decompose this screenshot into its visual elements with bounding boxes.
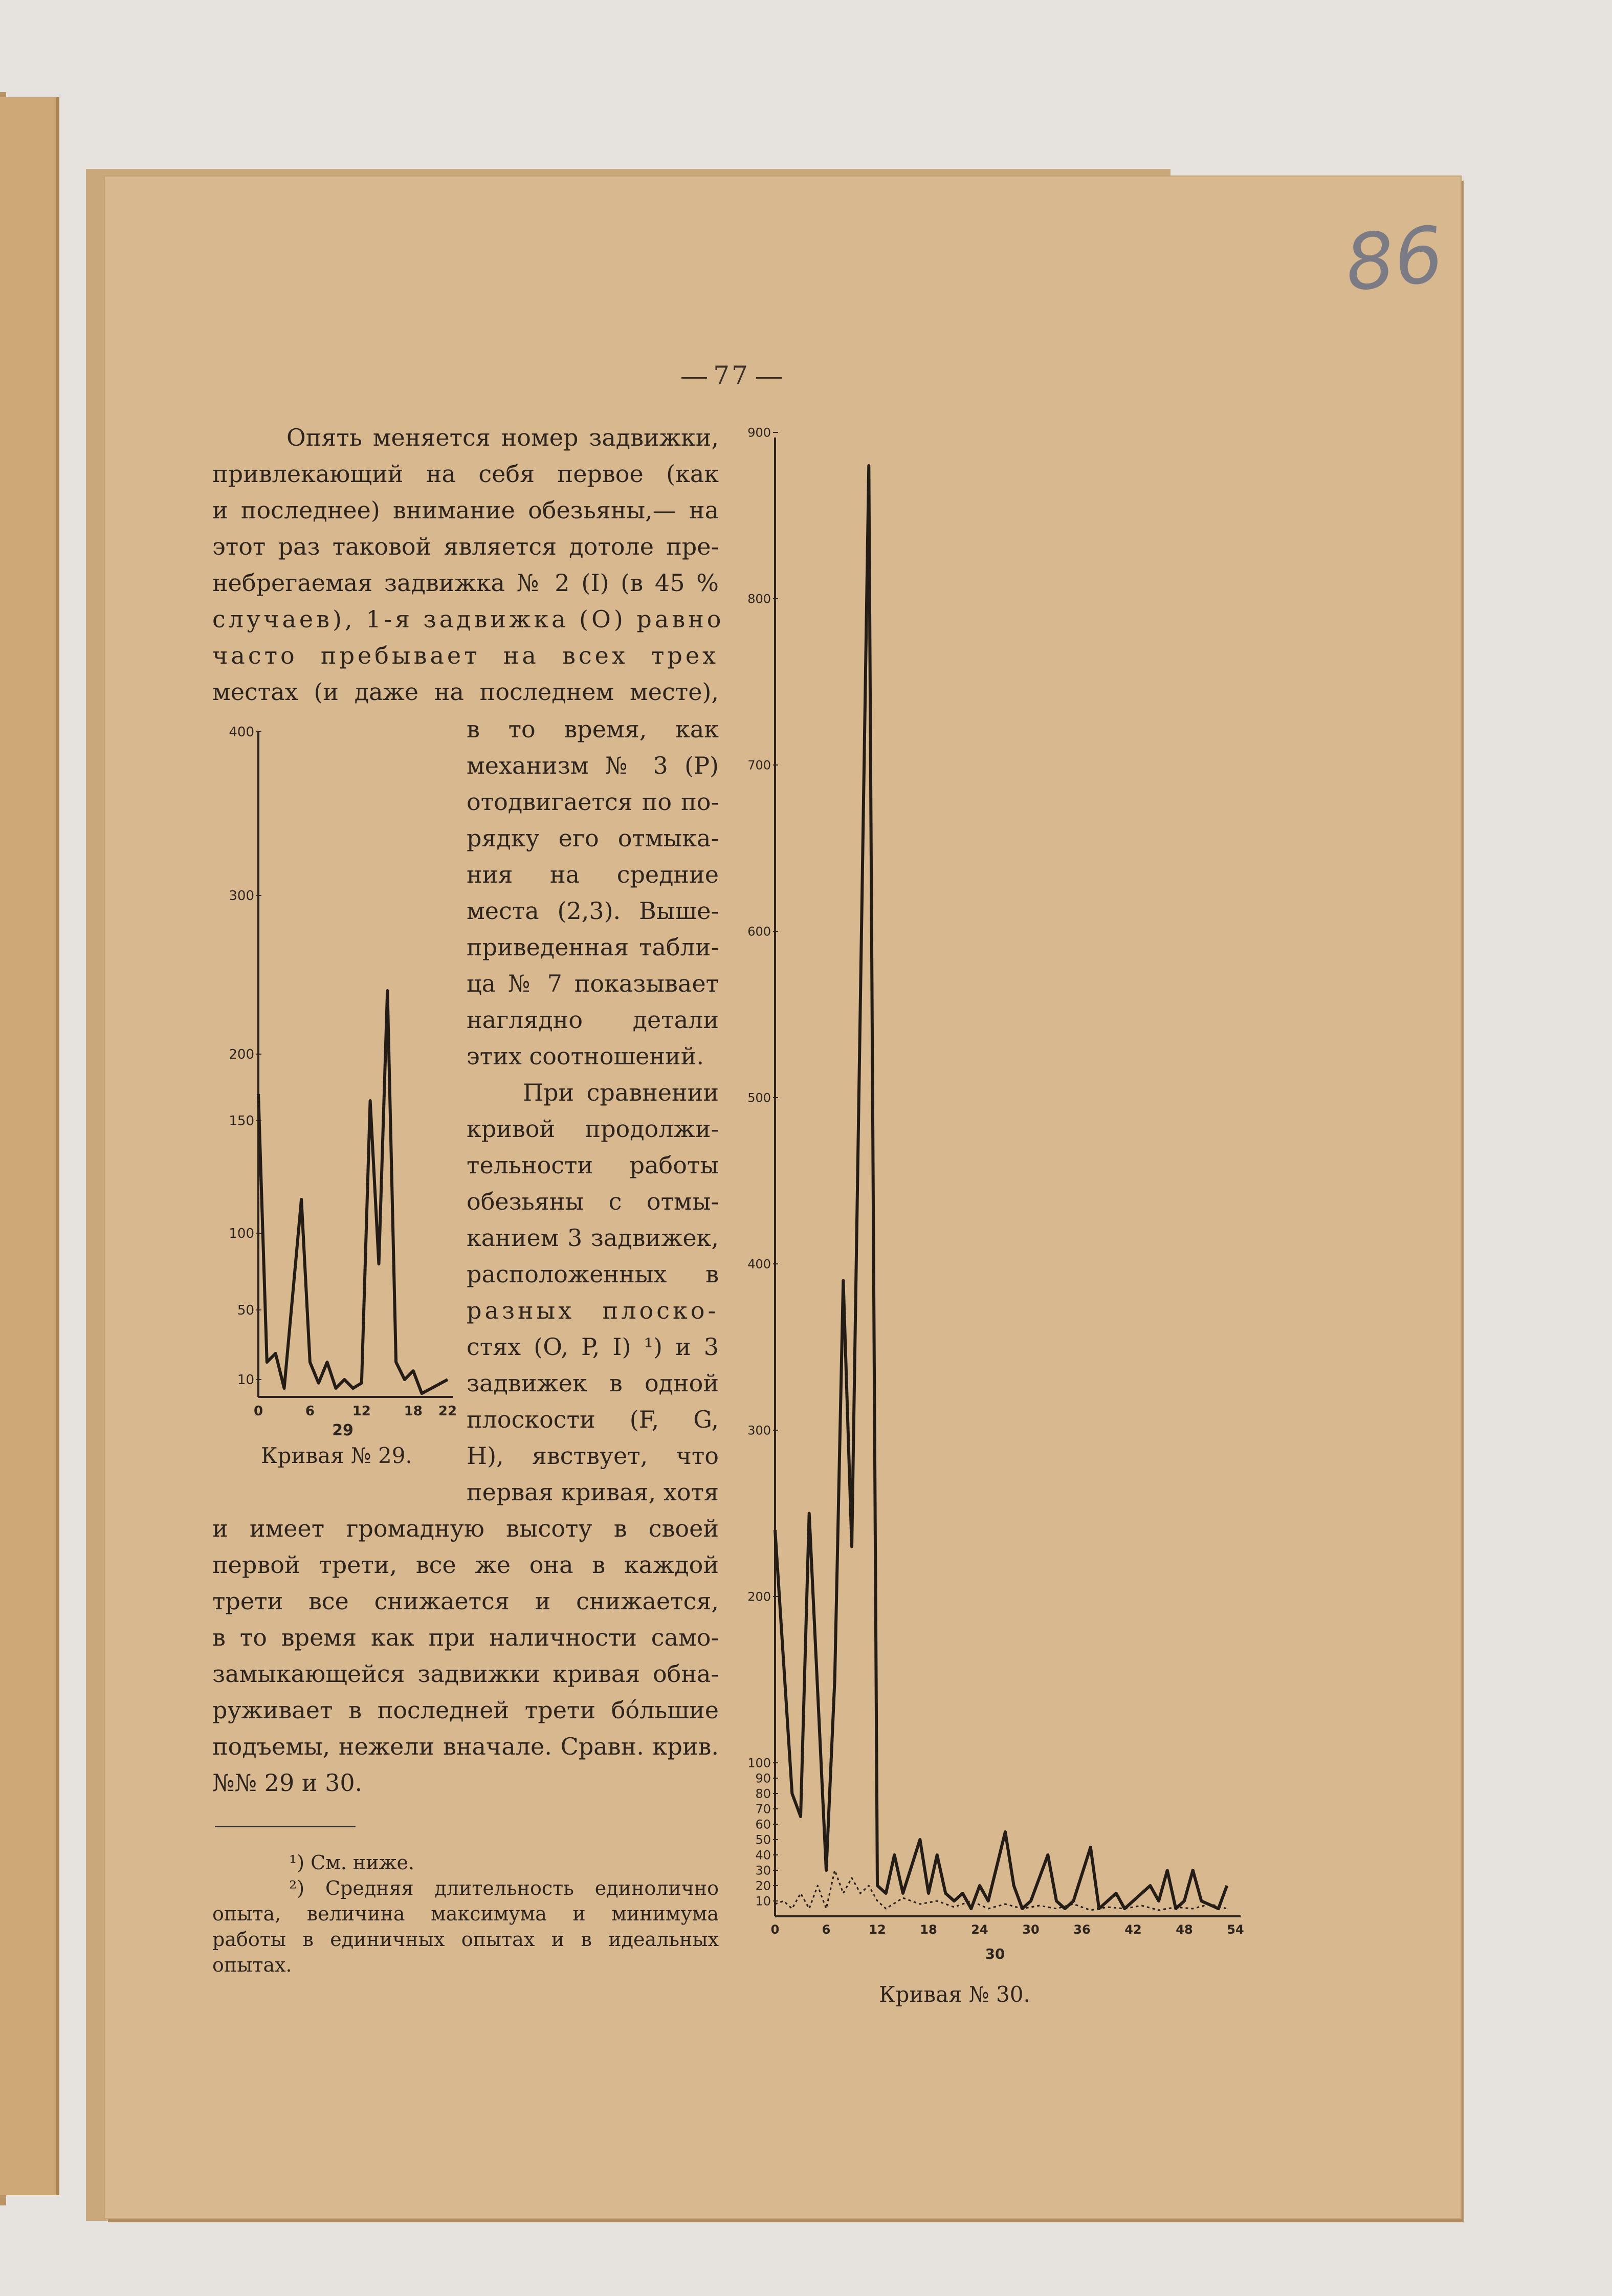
x-axis-label: 30 — [985, 1945, 1005, 1962]
chart-caption-30: Кривая № 30. — [879, 1982, 1030, 2007]
footnote-line: опыта, величина максимума и минимума — [212, 1903, 719, 1925]
footnotes — [212, 1850, 719, 1978]
text-line: обезьяны с отмы- — [467, 1188, 719, 1215]
adjacent-page — [0, 97, 59, 2195]
text-line: в то время, как — [467, 715, 719, 743]
pencil-annotation: 86 — [1341, 210, 1448, 309]
text-line: первой трети, все же она в каждой — [212, 1551, 719, 1579]
y-tick-label: 400 — [229, 725, 254, 740]
x-tick-label: 18 — [920, 1922, 937, 1937]
text-line: ца № 7 показывает — [467, 970, 719, 997]
y-tick-label: 50 — [237, 1303, 254, 1319]
text-line: H), явствует, что — [467, 1442, 719, 1470]
text-line: плоскости (F, G, — [467, 1406, 719, 1433]
x-tick-label: 12 — [869, 1922, 886, 1937]
y-tick-label: 500 — [747, 1090, 771, 1105]
y-tick-label: 700 — [747, 758, 771, 773]
text-line: руживает в последней трети бо́льшие — [212, 1696, 719, 1724]
text-line: трети все снижается и снижается, — [212, 1587, 719, 1615]
x-tick-label: 0 — [770, 1922, 780, 1937]
text-line: наглядно детали — [467, 1006, 719, 1034]
y-tick-label: 80 — [755, 1786, 771, 1801]
x-tick-label: 36 — [1073, 1922, 1091, 1937]
page-number-value: 77 — [713, 361, 750, 390]
text-line: приведенная табли- — [467, 933, 719, 961]
x-tick-label: 0 — [253, 1404, 263, 1419]
text-line: этот раз таковой является дотоле пре- — [212, 533, 719, 560]
text-line: кривой продолжи- — [467, 1115, 719, 1143]
series-line-dotted — [775, 1870, 1227, 1910]
x-tick-label: 42 — [1124, 1922, 1142, 1937]
y-tick-label: 10 — [237, 1372, 254, 1388]
text-line: подъемы, нежели вначале. Сравн. крив. — [212, 1733, 719, 1760]
series-line-solid — [775, 466, 1227, 1909]
text-line: местах (и даже на последнем месте), — [212, 678, 719, 706]
x-tick-label: 18 — [404, 1404, 423, 1419]
footnote-line: работы в единичных опытах и в идеальных — [212, 1928, 719, 1951]
text-line: места (2,3). Выше- — [467, 897, 719, 925]
text-line: рядку его отмыка- — [467, 824, 719, 852]
y-tick-label: 20 — [755, 1878, 771, 1893]
y-tick-label: 300 — [747, 1423, 771, 1438]
y-tick-label: 800 — [747, 592, 771, 606]
x-tick-label: 24 — [971, 1922, 988, 1937]
y-tick-label: 40 — [755, 1848, 771, 1863]
text-line: тельности работы — [467, 1151, 719, 1179]
body-text-bottom — [212, 1511, 719, 1801]
text-line: ния на средние — [467, 861, 719, 888]
x-tick-label: 22 — [438, 1404, 457, 1419]
y-tick-label: 100 — [229, 1226, 254, 1242]
y-tick-label: 90 — [755, 1771, 771, 1786]
text-line: привлекающий на себя первое (как — [212, 460, 719, 488]
text-line: Опять меняется номер задвижки, — [286, 424, 719, 451]
text-line: и имеет громадную высоту в своей — [212, 1515, 719, 1542]
x-tick-label: 48 — [1176, 1922, 1193, 1937]
x-tick-label: 12 — [352, 1404, 371, 1419]
text-line: стях (O, P, I) ¹) и 3 — [467, 1333, 719, 1361]
y-tick-label: 200 — [229, 1047, 254, 1063]
text-line: При сравнении — [523, 1079, 719, 1106]
y-tick-label: 400 — [747, 1257, 771, 1272]
body-text-side — [467, 711, 719, 1511]
y-tick-label: 900 — [747, 425, 771, 440]
x-tick-label: 54 — [1227, 1922, 1244, 1937]
text-line: этих соотношений. — [467, 1042, 704, 1070]
body-text-top — [212, 420, 724, 710]
x-axis-label: 29 — [332, 1422, 354, 1439]
footnote-line: ²) Средняя длительность единолично — [289, 1877, 719, 1899]
text-line: №№ 29 и 30. — [212, 1769, 363, 1797]
footnote-line: ¹) См. ниже. — [289, 1851, 415, 1874]
text-line: небрегаемая задвижка № 2 (I) (в 45 % — [212, 569, 719, 597]
x-tick-label: 6 — [822, 1922, 831, 1937]
chart-caption-29: Кривая № 29. — [261, 1443, 412, 1468]
y-tick-label: 600 — [747, 924, 771, 939]
text-line: часто пребывает на всех трех — [212, 642, 719, 669]
text-line: замыкающейся задвижки кривая обна- — [212, 1660, 719, 1688]
y-tick-label: 70 — [755, 1802, 771, 1817]
y-tick-label: 50 — [755, 1832, 771, 1847]
y-tick-label: 100 — [747, 1756, 771, 1770]
y-tick-label: 300 — [229, 888, 254, 904]
text-line: задвижек в одной — [467, 1369, 719, 1397]
x-tick-label: 30 — [1022, 1922, 1040, 1937]
text-line: и последнее) внимание обезьяны,— на — [212, 496, 719, 524]
y-tick-label: 200 — [747, 1589, 771, 1604]
chart-curve-30 — [732, 425, 1253, 1970]
series-line-solid — [258, 991, 448, 1393]
text-line: механизм № 3 (P) — [467, 752, 719, 779]
footnote-line: опытах. — [212, 1954, 292, 1976]
y-tick-label: 60 — [755, 1817, 771, 1832]
y-tick-label: 10 — [755, 1894, 771, 1909]
chart-curve-29 — [215, 721, 460, 1448]
text-line: расположенных в — [467, 1260, 719, 1288]
text-line: в то время как при наличности само- — [212, 1624, 719, 1651]
footnote-rule — [215, 1826, 356, 1827]
y-tick-label: 30 — [755, 1863, 771, 1878]
y-tick-label: 150 — [229, 1113, 254, 1129]
x-tick-label: 6 — [305, 1404, 315, 1419]
page-number — [660, 361, 803, 390]
text-line: разных плоско- — [467, 1297, 719, 1324]
text-line: первая кривая, хотя — [467, 1478, 719, 1506]
text-line: случаев), 1-я задвижка (O) равно — [212, 605, 724, 633]
text-line: канием 3 задвижек, — [467, 1224, 719, 1252]
text-line: отодвигается по по- — [467, 788, 719, 816]
